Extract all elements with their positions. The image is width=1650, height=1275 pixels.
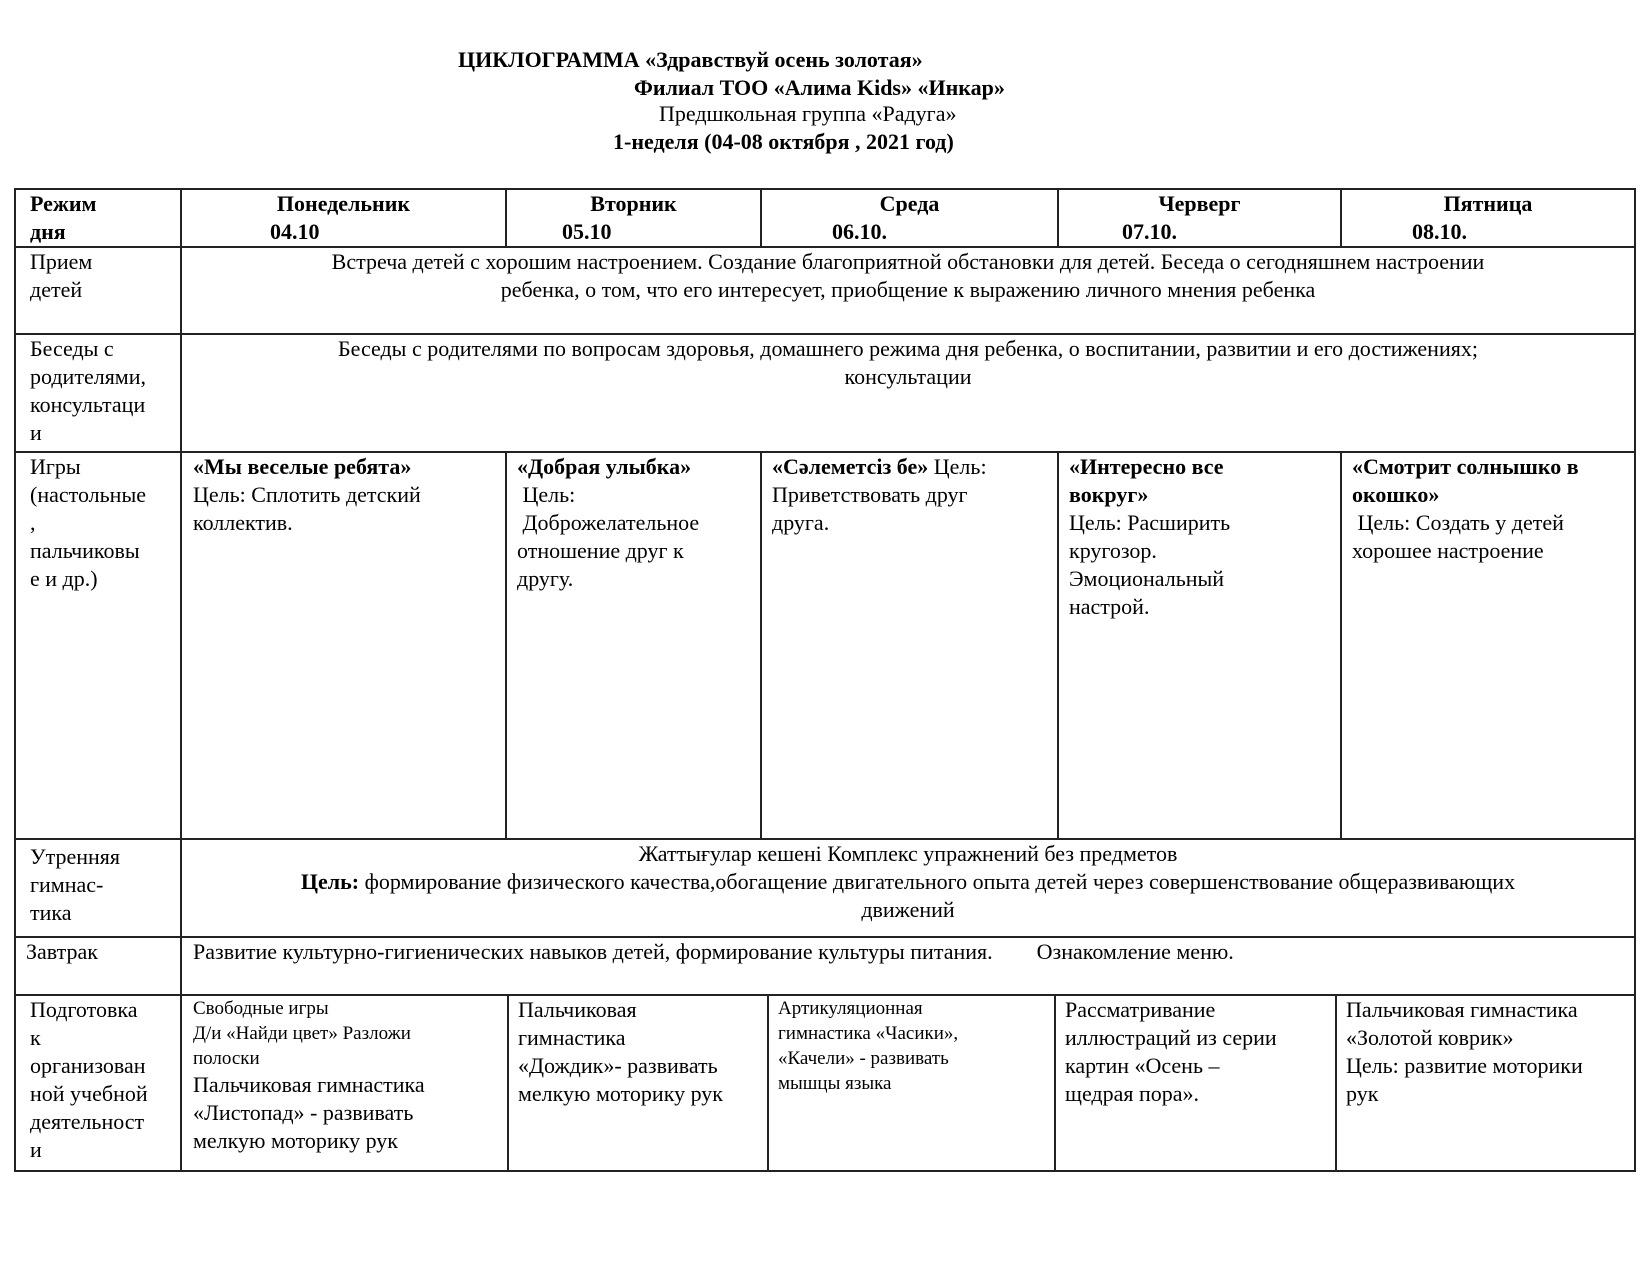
day-header-tuesday: Вторник 05.10	[562, 191, 677, 244]
day-header-wednesday: Среда 06.10.	[832, 191, 940, 244]
gimnastika-text: Жаттығулар кешені Комплекс упражнений без предметов Цель: формирование физического качества,обогащение двигательного опыта детей через совершенствование общеразвивающих движений	[300, 841, 1516, 922]
day-header-thursday: Черверг 07.10.	[1122, 191, 1241, 244]
prep-tuesday: Пальчиковая гимнастика «Дождик»- развивать мелкую моторику рук	[518, 997, 723, 1106]
game-tuesday: «Добрая улыбка» Цель: Доброжелательное отношение друг к другу.	[517, 454, 700, 591]
day-header-friday: Пятница 08.10.	[1412, 191, 1533, 244]
prep-wednesday: Артикуляционная гимнастика «Часики», «Качели» - развивать мышцы языка	[778, 998, 959, 1094]
row-label-besedy: Беседы с родителями, консультаци и	[30, 336, 147, 445]
group-name: Предшкольная группа «Радуга»	[659, 101, 957, 126]
row-label-podgotovka: Подготовка к организован ной учебной деятельност и	[30, 997, 148, 1162]
corner-header: Режим дня	[30, 191, 97, 244]
prep-monday: Свободные игры Д/и «Найди цвет» Разложи полоски Пальчиковая гимнастика «Листопад» - развивать мелкую моторику рук	[193, 998, 425, 1153]
row-label-priem: Прием детей	[30, 249, 93, 302]
game-friday: «Смотрит солнышко в окошко» Цель: Создать у детей хорошее настроение	[1352, 454, 1579, 563]
week-range: 1-неделя (04-08 октября , 2021 год)	[613, 129, 954, 154]
row-label-igry: Игры (настольные , пальчиковы е и др.)	[30, 454, 146, 591]
document-title: ЦИКЛОГРАММА «Здравствуй осень золотая»	[458, 47, 923, 72]
game-wednesday: «Сәлеметсіз бе» Цель: Приветствовать друг друга.	[772, 454, 987, 535]
day-header-monday: Понедельник 04.10	[270, 191, 411, 244]
prep-friday: Пальчиковая гимнастика «Золотой коврик» Цель: развитие моторики рук	[1346, 997, 1583, 1106]
game-thursday: «Интересно все вокруг» Цель: Расширить кругозор. Эмоциональный настрой.	[1069, 454, 1231, 619]
row-label-gimnastika: Утренняя гимнас- тика	[30, 844, 121, 925]
zavtrak-text: Развитие культурно-гигиенических навыков детей, формирование культуры питания. Ознакомление меню.	[193, 939, 1234, 964]
game-monday: «Мы веселые ребята» Цель: Сплотить детский коллектив.	[193, 454, 421, 535]
prep-thursday: Рассматривание иллюстраций из серии картин «Осень – щедрая пора».	[1065, 997, 1277, 1106]
priem-text: Встреча детей с хорошим настроением. Создание благоприятной обстановки для детей. Беседа о сегодняшнем настроении ребенка, о том, что его интересует, приобщение к выражению личного мнения ребенка	[331, 249, 1485, 302]
besedy-text: Беседы с родителями по вопросам здоровья, домашнего режима дня ребенка, о воспитании, развитии и его достижениях; консультации	[338, 336, 1478, 389]
row-label-zavtrak: Завтрак	[26, 939, 98, 964]
branch-name: Филиал ТОО «Алима Kids» «Инкар»	[634, 75, 1005, 100]
